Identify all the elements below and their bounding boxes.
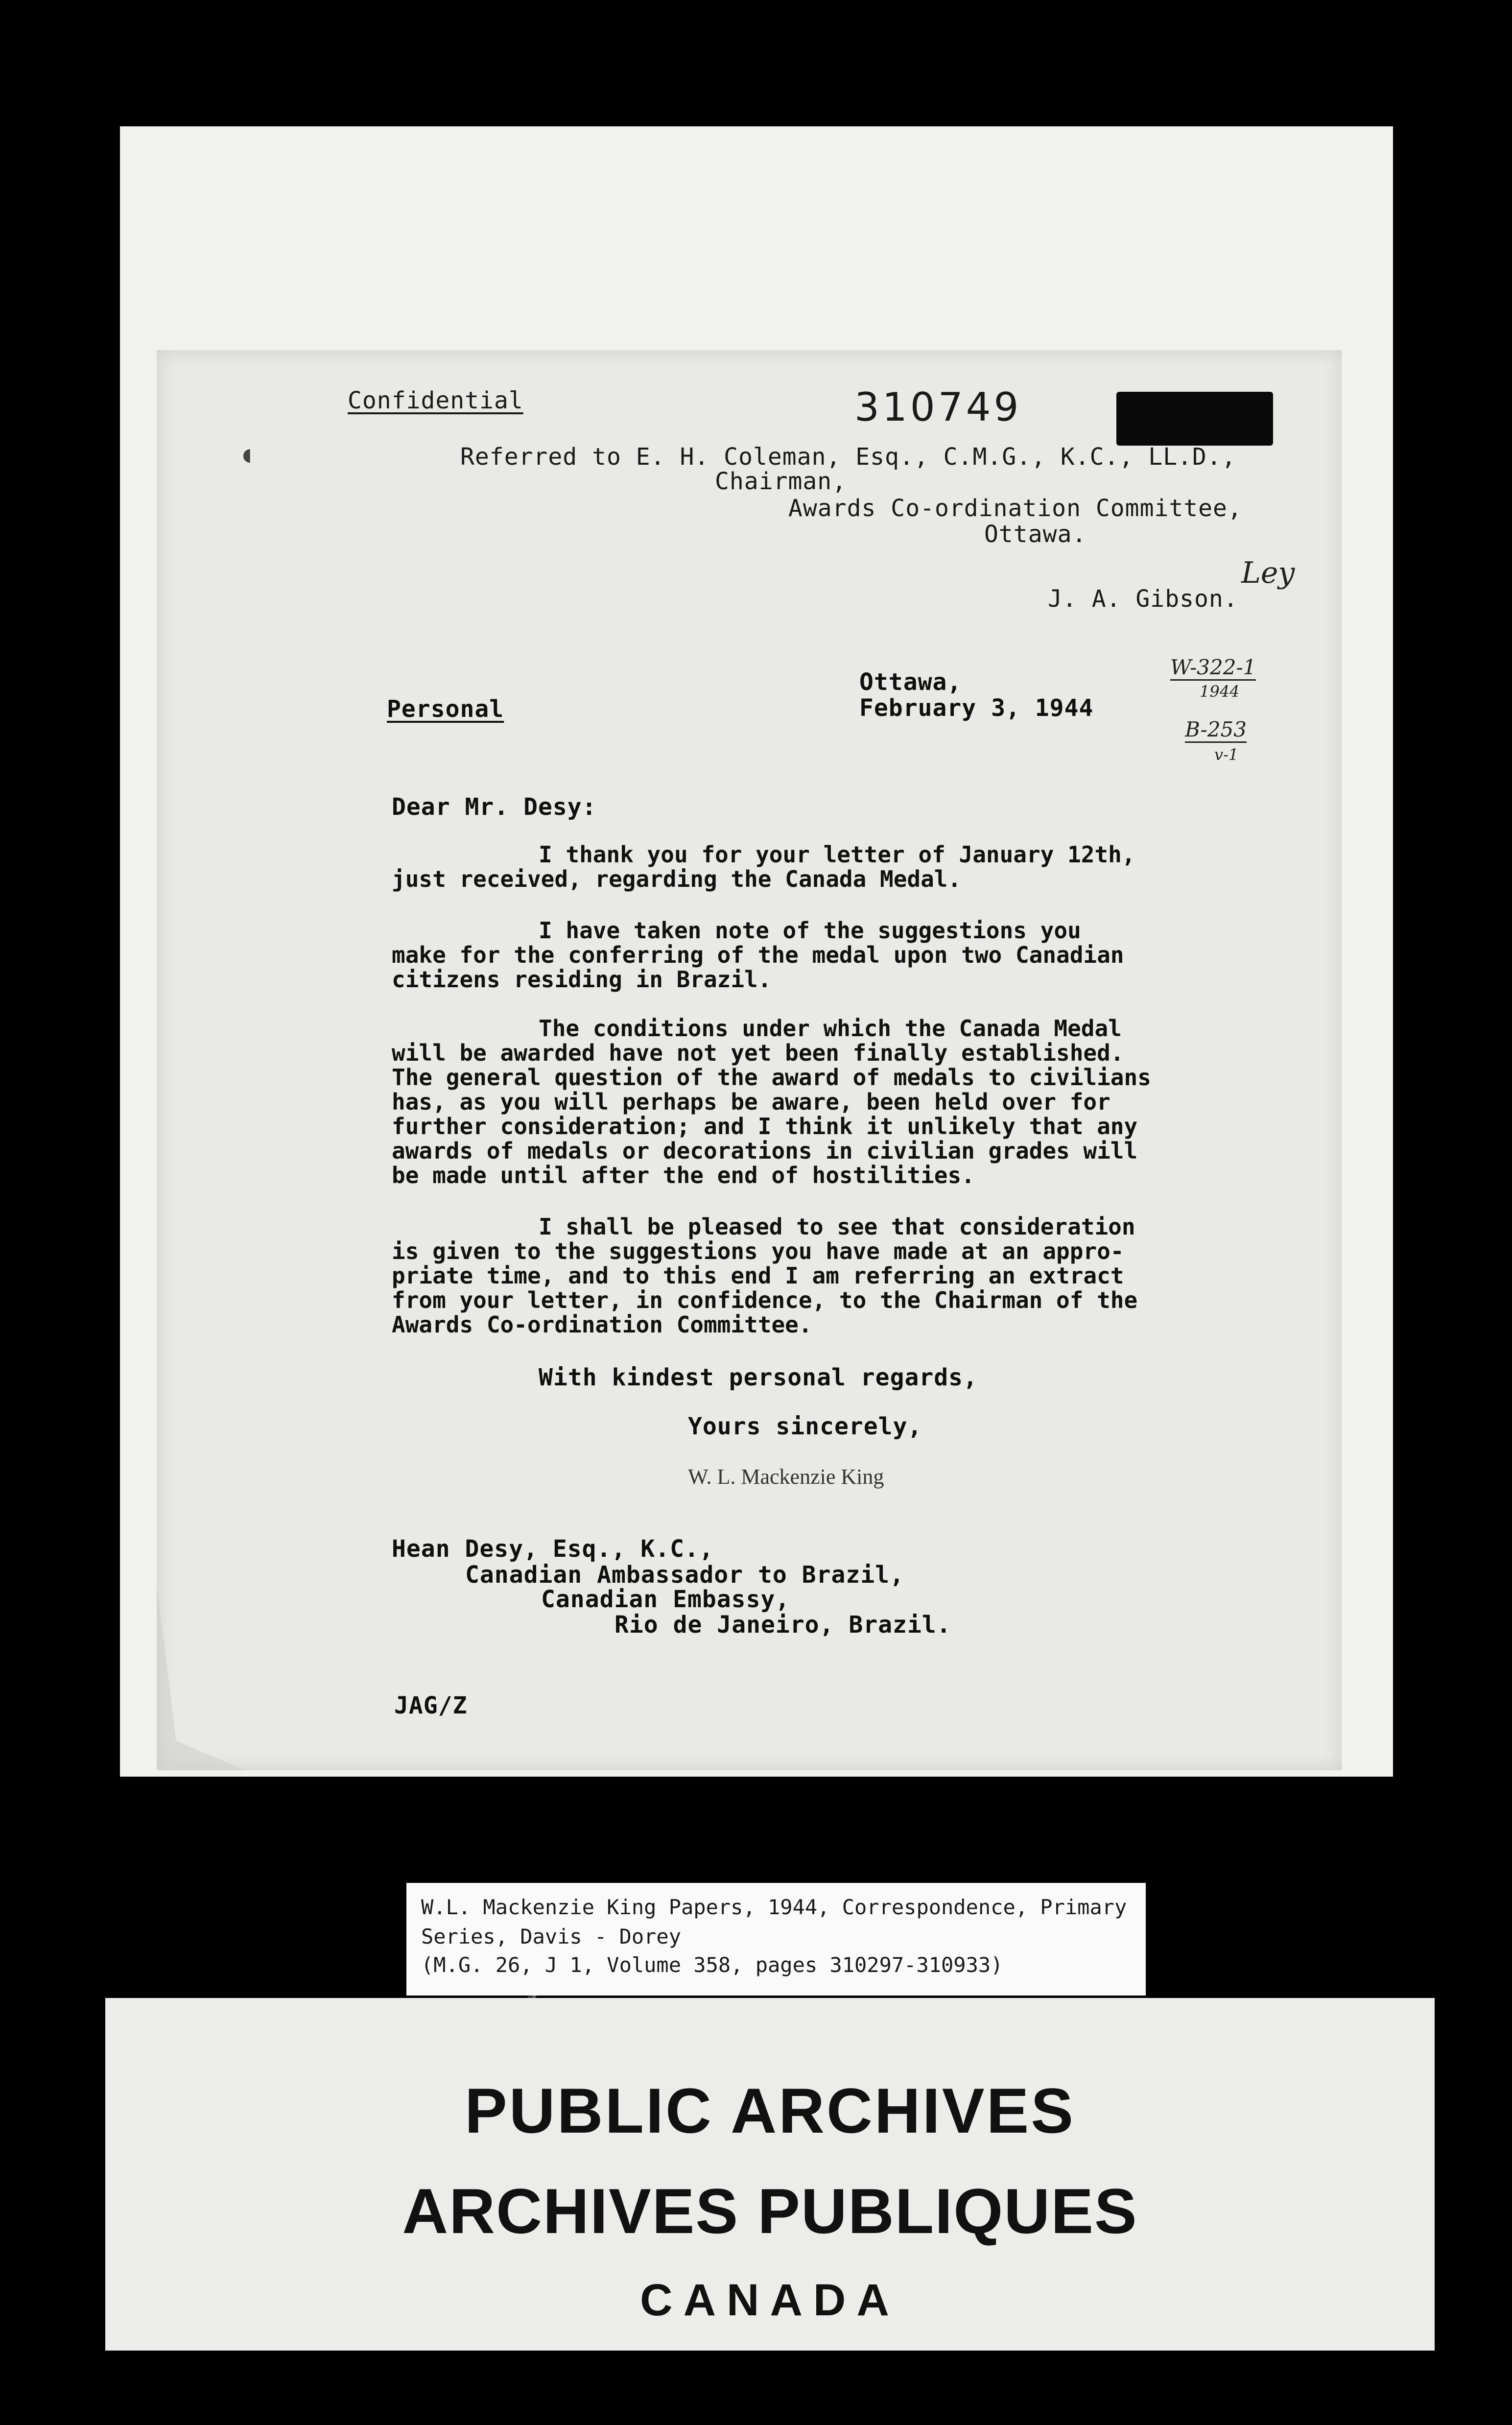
file-reference-1-sub: 1944	[1200, 682, 1240, 701]
paragraph-line: Awards Co-ordination Committee.	[392, 1311, 812, 1338]
paragraph-2	[392, 918, 1224, 992]
stamp-line-3: CANADA	[640, 2275, 900, 2325]
paragraph-line: from your letter, in confidence, to the Chairman of the	[392, 1287, 1138, 1313]
paragraph-line: is given to the suggestions you have made at an appro-	[392, 1238, 1124, 1264]
signature-typed: W. L. Mackenzie King	[688, 1465, 884, 1489]
paragraph-4	[392, 1214, 1224, 1337]
paragraph-line: The general question of the award of medals to civilians	[392, 1064, 1151, 1091]
label-line-1: W.L. Mackenzie King Papers, 1944, Correspondence, Primary	[421, 1895, 1127, 1919]
paragraph-line: I shall be pleased to see that consideration	[539, 1213, 1135, 1240]
closing-regards: With kindest personal regards,	[539, 1364, 978, 1391]
closing: Yours sincerely,	[688, 1413, 922, 1440]
paragraph-line: has, as you will perhaps be aware, been held over for	[392, 1089, 1110, 1115]
referral-signer: J. A. Gibson.	[1048, 585, 1238, 613]
address-line-2: Canadian Ambassador to Brazil,	[465, 1561, 904, 1589]
paragraph-3	[392, 1016, 1224, 1188]
address-line-1: Hean Desy, Esq., K.C.,	[392, 1535, 714, 1563]
archive-reference-label	[406, 1883, 1146, 1996]
letter-date: February 3, 1944	[859, 694, 1094, 722]
paragraph-line: awards of medals or decorations in civilian grades will	[392, 1138, 1138, 1164]
paragraph-line: priate time, and to this end I am referring an extract	[392, 1262, 1124, 1289]
label-line-3: (M.G. 26, J 1, Volume 358, pages 310297-310933)	[421, 1953, 1003, 1977]
redaction-block	[1116, 392, 1273, 446]
personal-heading: Personal	[387, 695, 504, 723]
file-reference-2: B-253	[1185, 717, 1247, 743]
address-line-4: Rio de Janeiro, Brazil.	[614, 1611, 951, 1639]
punch-hole-mark: ◖	[240, 441, 254, 467]
document-number: 310749	[854, 384, 1022, 430]
paragraph-line: will be awarded have not yet been finally established.	[392, 1040, 1124, 1066]
address-line-3: Canadian Embassy,	[541, 1586, 790, 1613]
page-fold-shadow	[157, 1584, 284, 1770]
letter-place: Ottawa,	[859, 668, 962, 696]
margin-initials: Ley	[1241, 556, 1295, 590]
paragraph-line: The conditions under which the Canada Medal	[539, 1015, 1122, 1042]
confidential-heading: Confidential	[348, 387, 523, 414]
referral-line-2: Chairman,	[715, 468, 847, 495]
paragraph-line: just received, regarding the Canada Medal.	[392, 866, 962, 892]
stamp-line-1: PUBLIC ARCHIVES	[465, 2075, 1075, 2146]
file-reference-2-sub: v-1	[1214, 745, 1239, 764]
referral-line-1: Referred to E. H. Coleman, Esq., C.M.G., K.C., LL.D.,	[460, 443, 1236, 471]
paragraph-line: further consideration; and I think it unlikely that any	[392, 1113, 1138, 1140]
salutation: Dear Mr. Desy:	[392, 793, 597, 821]
paragraph-1	[392, 842, 1224, 891]
paragraph-line: I have taken note of the suggestions you	[539, 917, 1081, 944]
referral-line-3: Awards Co-ordination Committee,	[788, 495, 1242, 522]
referral-line-4: Ottawa.	[984, 521, 1087, 548]
stamp-line-2: ARCHIVES PUBLIQUES	[402, 2175, 1138, 2247]
paragraph-line: I thank you for your letter of January 12th,	[539, 841, 1135, 868]
file-reference-1: W-322-1	[1170, 655, 1256, 681]
label-line-2: Series, Davis - Dorey	[421, 1925, 682, 1949]
typist-initials: JAG/Z	[394, 1692, 468, 1719]
archive-stamp-card	[105, 1998, 1435, 2351]
paragraph-line: be made until after the end of hostilities.	[392, 1162, 975, 1189]
paragraph-line: citizens residing in Brazil.	[392, 966, 772, 993]
paragraph-line: make for the conferring of the medal upon two Canadian	[392, 942, 1124, 968]
